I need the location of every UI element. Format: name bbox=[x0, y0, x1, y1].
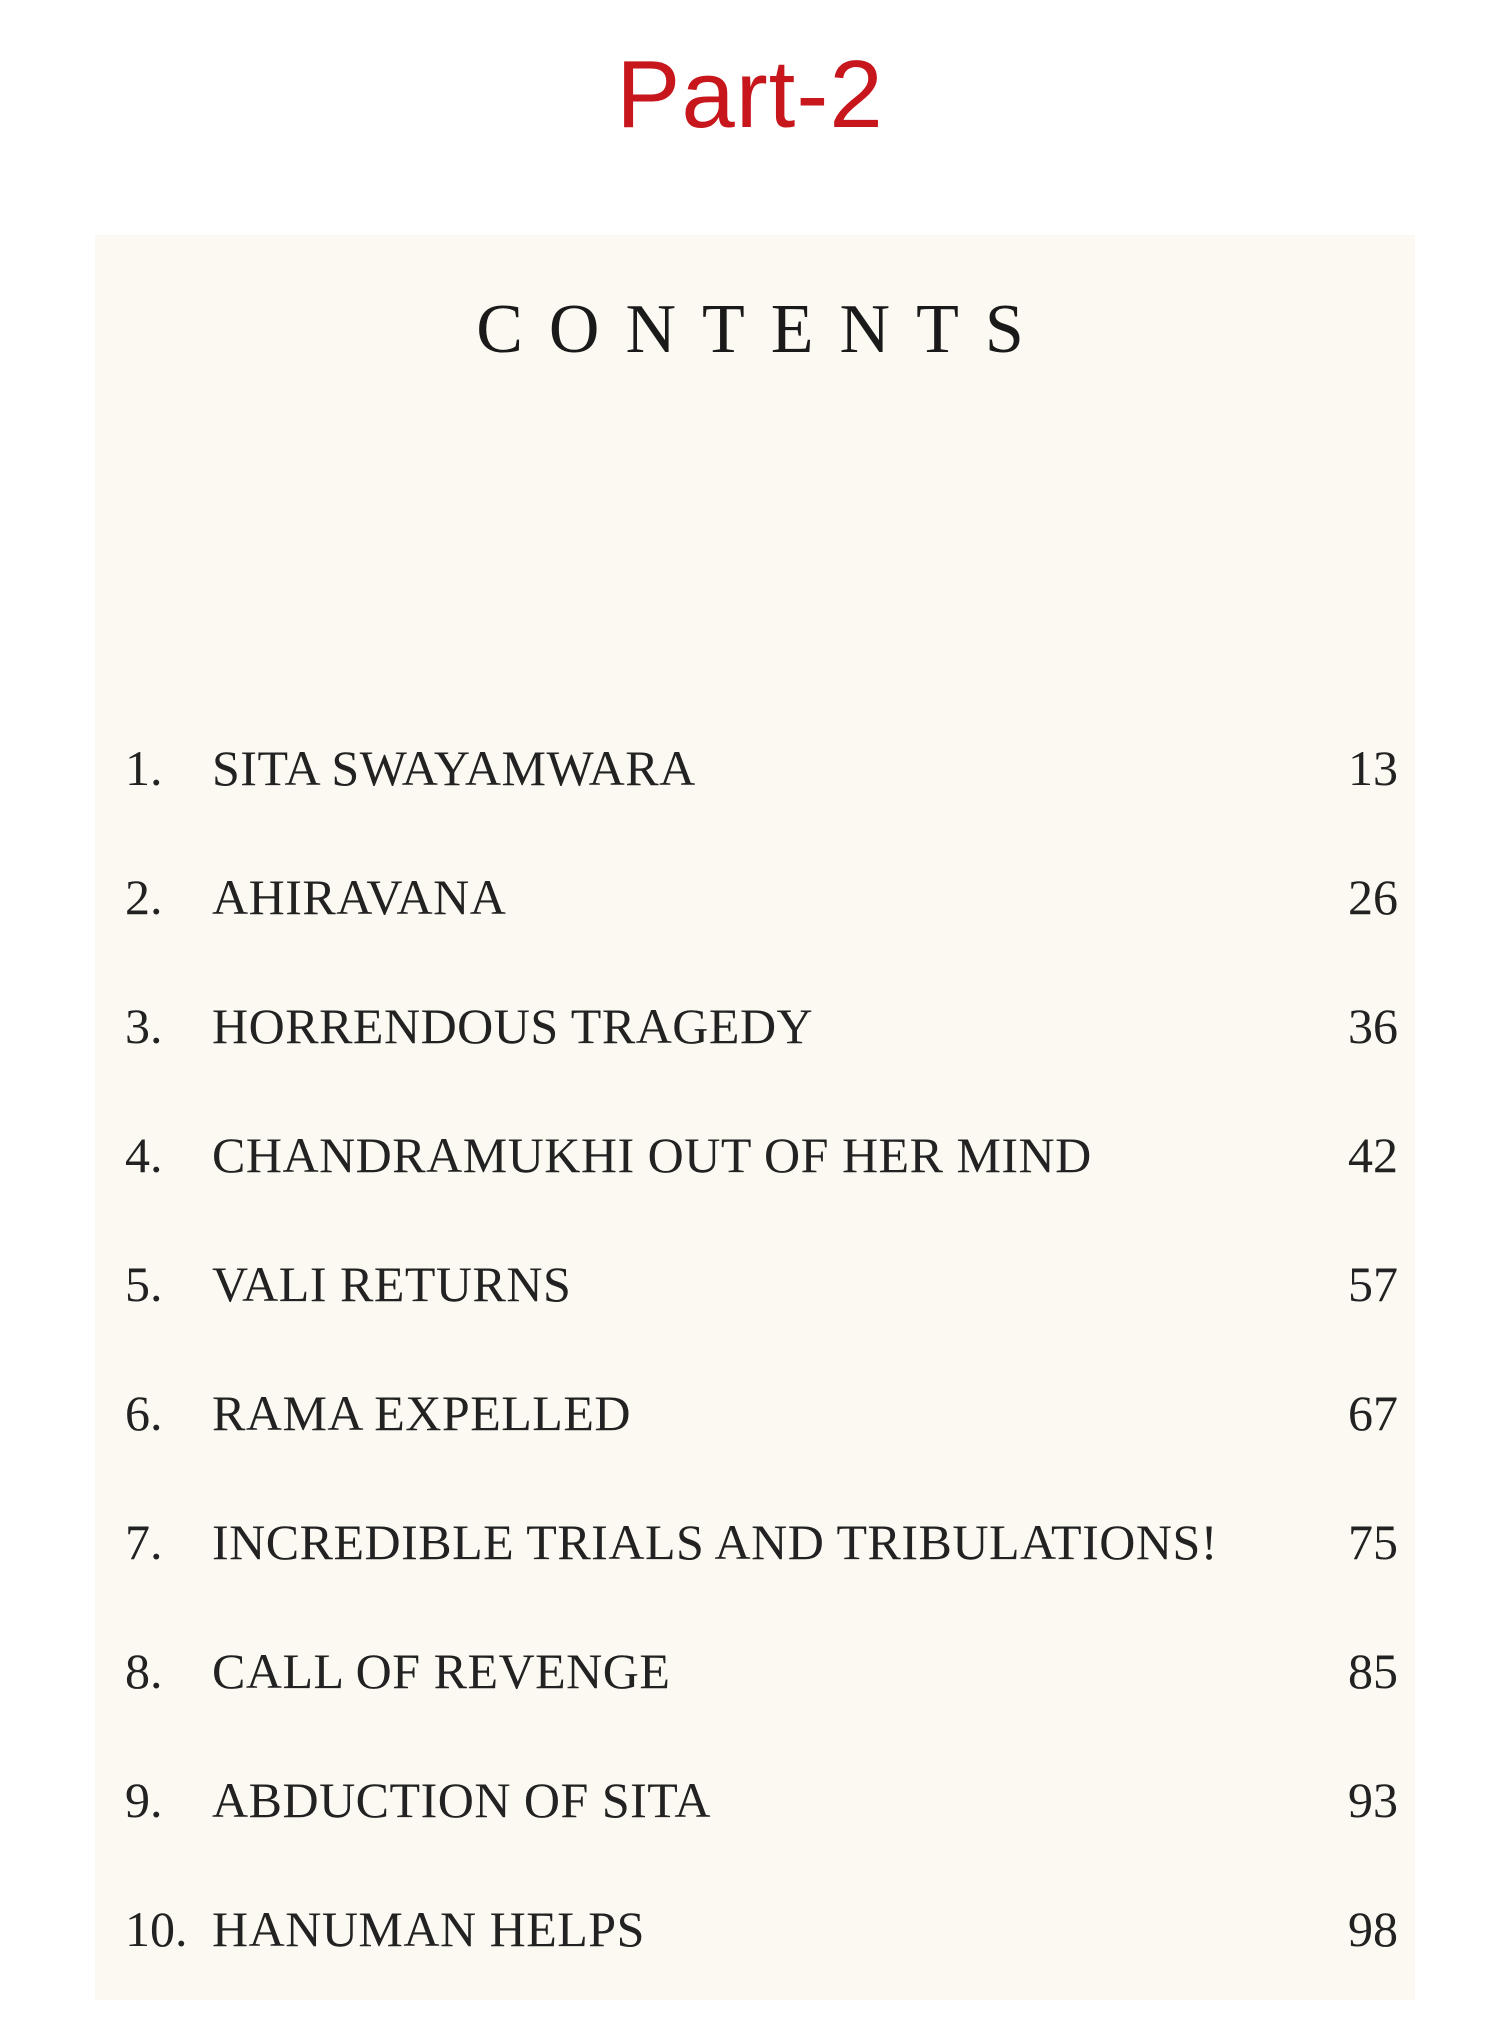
toc-entry-number: 2. bbox=[125, 869, 163, 925]
toc-entry-title: CHANDRAMUKHI OUT OF HER MIND bbox=[212, 1127, 1092, 1183]
toc-entry-3 bbox=[0, 986, 1500, 1115]
toc-entry-4 bbox=[0, 1115, 1500, 1244]
toc-entry-page: 67 bbox=[1348, 1385, 1398, 1441]
toc-entry-page: 36 bbox=[1348, 998, 1398, 1054]
toc-entry-1 bbox=[0, 728, 1500, 857]
part-heading: Part-2 bbox=[616, 41, 884, 148]
toc-entry-number: 1. bbox=[125, 740, 163, 796]
toc-entry-number: 8. bbox=[125, 1643, 163, 1699]
toc-entry-number: 4. bbox=[125, 1127, 163, 1183]
toc-entry-page: 75 bbox=[1348, 1514, 1398, 1570]
toc-entry-title: HORRENDOUS TRAGEDY bbox=[212, 998, 814, 1054]
toc-entry-page: 93 bbox=[1348, 1772, 1398, 1828]
toc-entry-number: 6. bbox=[125, 1385, 163, 1441]
toc-entry-7 bbox=[0, 1502, 1500, 1631]
toc-entry-title: RAMA EXPELLED bbox=[212, 1385, 631, 1441]
toc-entry-6 bbox=[0, 1373, 1500, 1502]
table-of-contents bbox=[0, 728, 1500, 2018]
toc-entry-page: 13 bbox=[1348, 740, 1398, 796]
toc-entry-page: 98 bbox=[1348, 1901, 1398, 1957]
toc-entry-title: AHIRAVANA bbox=[212, 869, 507, 925]
toc-entry-page: 26 bbox=[1348, 869, 1398, 925]
toc-entry-number: 3. bbox=[125, 998, 163, 1054]
toc-entry-8 bbox=[0, 1631, 1500, 1760]
toc-entry-2 bbox=[0, 857, 1500, 986]
toc-entry-page: 85 bbox=[1348, 1643, 1398, 1699]
toc-entry-9 bbox=[0, 1760, 1500, 1889]
toc-entry-title: CALL OF REVENGE bbox=[212, 1643, 671, 1699]
toc-entry-title: INCREDIBLE TRIALS AND TRIBULATIONS! bbox=[212, 1514, 1218, 1570]
toc-entry-5 bbox=[0, 1244, 1500, 1373]
toc-entry-page: 57 bbox=[1348, 1256, 1398, 1312]
contents-title: CONTENTS bbox=[476, 291, 1050, 368]
toc-entry-number: 9. bbox=[125, 1772, 163, 1828]
toc-entry-number: 7. bbox=[125, 1514, 163, 1570]
toc-entry-title: ABDUCTION OF SITA bbox=[212, 1772, 711, 1828]
toc-entry-title: SITA SWAYAMWARA bbox=[212, 740, 696, 796]
toc-entry-title: VALI RETURNS bbox=[212, 1256, 572, 1312]
toc-entry-page: 42 bbox=[1348, 1127, 1398, 1183]
toc-entry-10 bbox=[0, 1889, 1500, 2018]
toc-entry-title: HANUMAN HELPS bbox=[212, 1901, 645, 1957]
toc-entry-number: 10. bbox=[125, 1901, 188, 1957]
toc-entry-number: 5. bbox=[125, 1256, 163, 1312]
